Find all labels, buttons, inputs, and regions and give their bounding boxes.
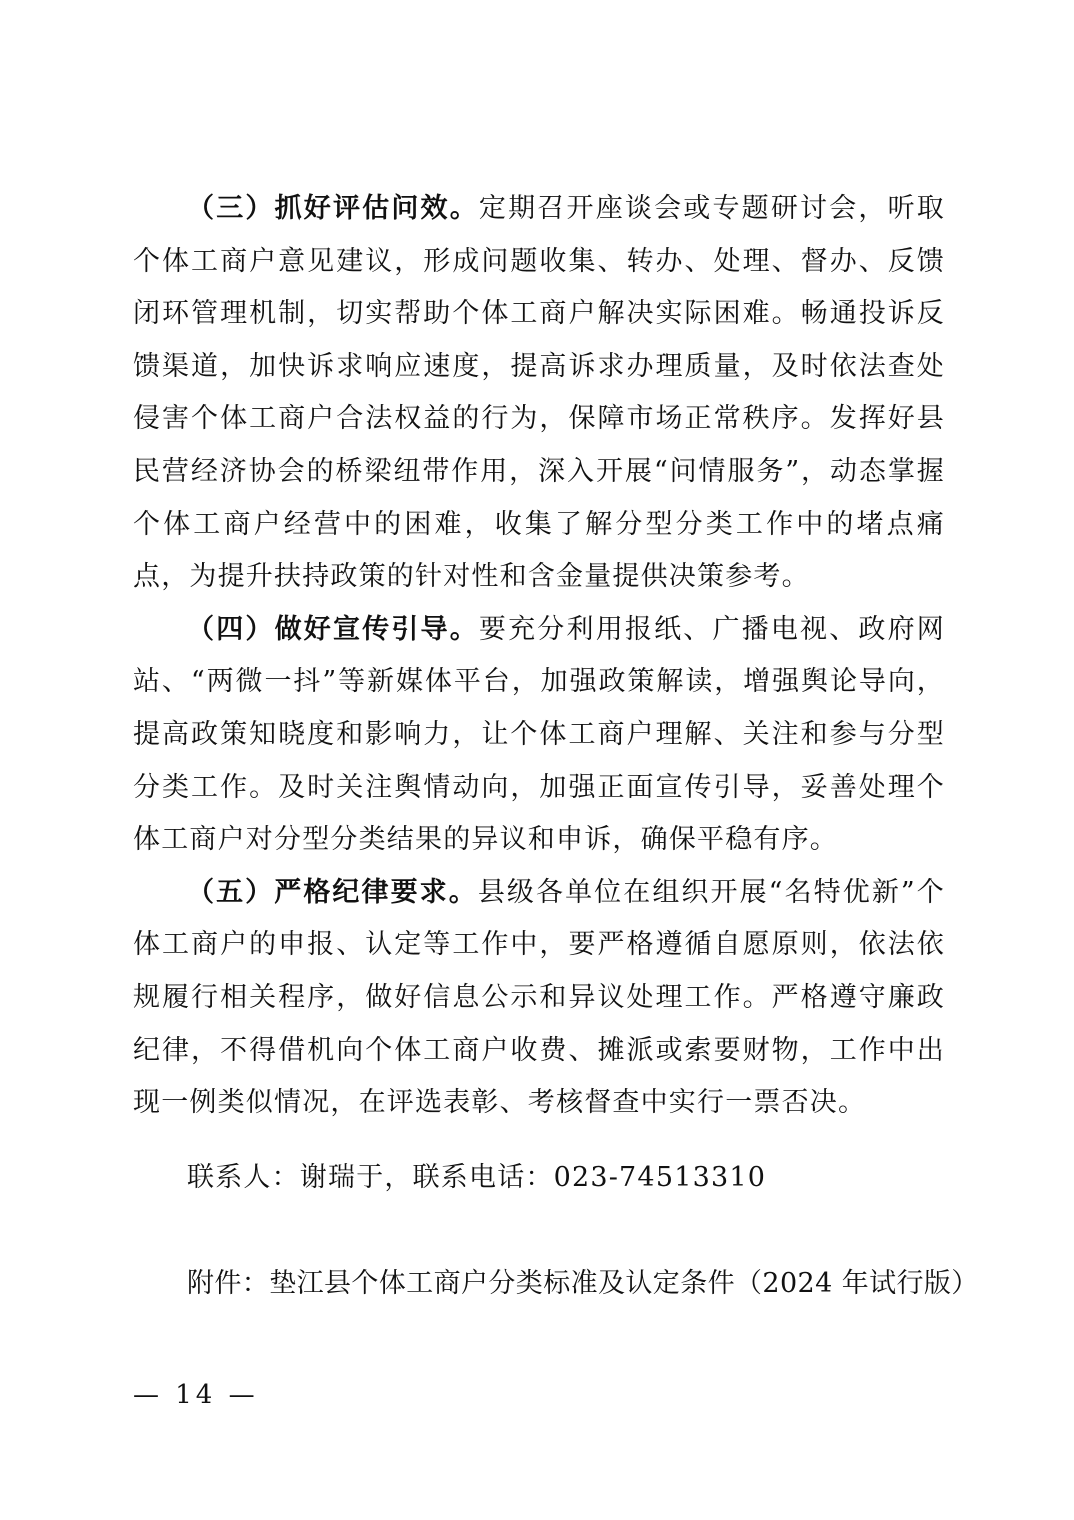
section-body-evaluation: 定期召开座谈会或专题研讨会，听取个体工商户意见建议，形成问题收集、转办、处理、督办、反馈闭环管理机制，切实帮助个体工商户解决实际困难。畅通投诉反馈渠道，加快诉求响应速度，提高诉求办理质量，及时依法查处侵害个体工商户合法权益的行为，保障市场正常秩序。发挥好县民营经济协会的桥梁纽带作用，深入开展“问情服务”，动态掌握个体工商户经营中的困难，收集了解分型分类工作中的堵点痛点，为提升扶持政策的针对性和含金量提供决策参考。 [133, 193, 945, 593]
attachment-line: 附件：垫江县个体工商户分类标准及认定条件（2024 年试行版） [187, 1268, 979, 1299]
section-heading-discipline: （五）严格纪律要求。 [187, 876, 478, 908]
section-body-publicity: 要充分利用报纸、广播电视、政府网站、“两微一抖”等新媒体平台，加强政策解读，增强舆论导向，提高政策知晓度和影响力，让个体工商户理解、关注和参与分型分类工作。及时关注舆情动向，加强正面宣传引导，妥善处理个体工商户对分型分类结果的异议和申诉，确保平稳有序。 [133, 613, 945, 856]
paragraph-evaluation [133, 183, 945, 604]
page-number: — 14 — [133, 1380, 259, 1410]
paragraph-discipline [133, 867, 945, 1130]
section-heading-evaluation: （三）抓好评估问效。 [187, 193, 479, 224]
paragraph-publicity [133, 604, 945, 867]
section-body-discipline: 县级各单位在组织开展“名特优新”个体工商户的申报、认定等工作中，要严格遵循自愿原则，依法依规履行相关程序，做好信息公示和异议处理工作。严格遵守廉政纪律，不得借机向个体工商户收费、摊派或索要财物，工作中出现一例类似情况，在评选表彰、考核督查中实行一票否决。 [133, 876, 945, 1119]
document-body [133, 183, 945, 1130]
contact-line: 联系人：谢瑞于，联系电话：023-74513310 [187, 1162, 767, 1193]
section-heading-publicity: （四）做好宣传引导。 [187, 613, 479, 645]
